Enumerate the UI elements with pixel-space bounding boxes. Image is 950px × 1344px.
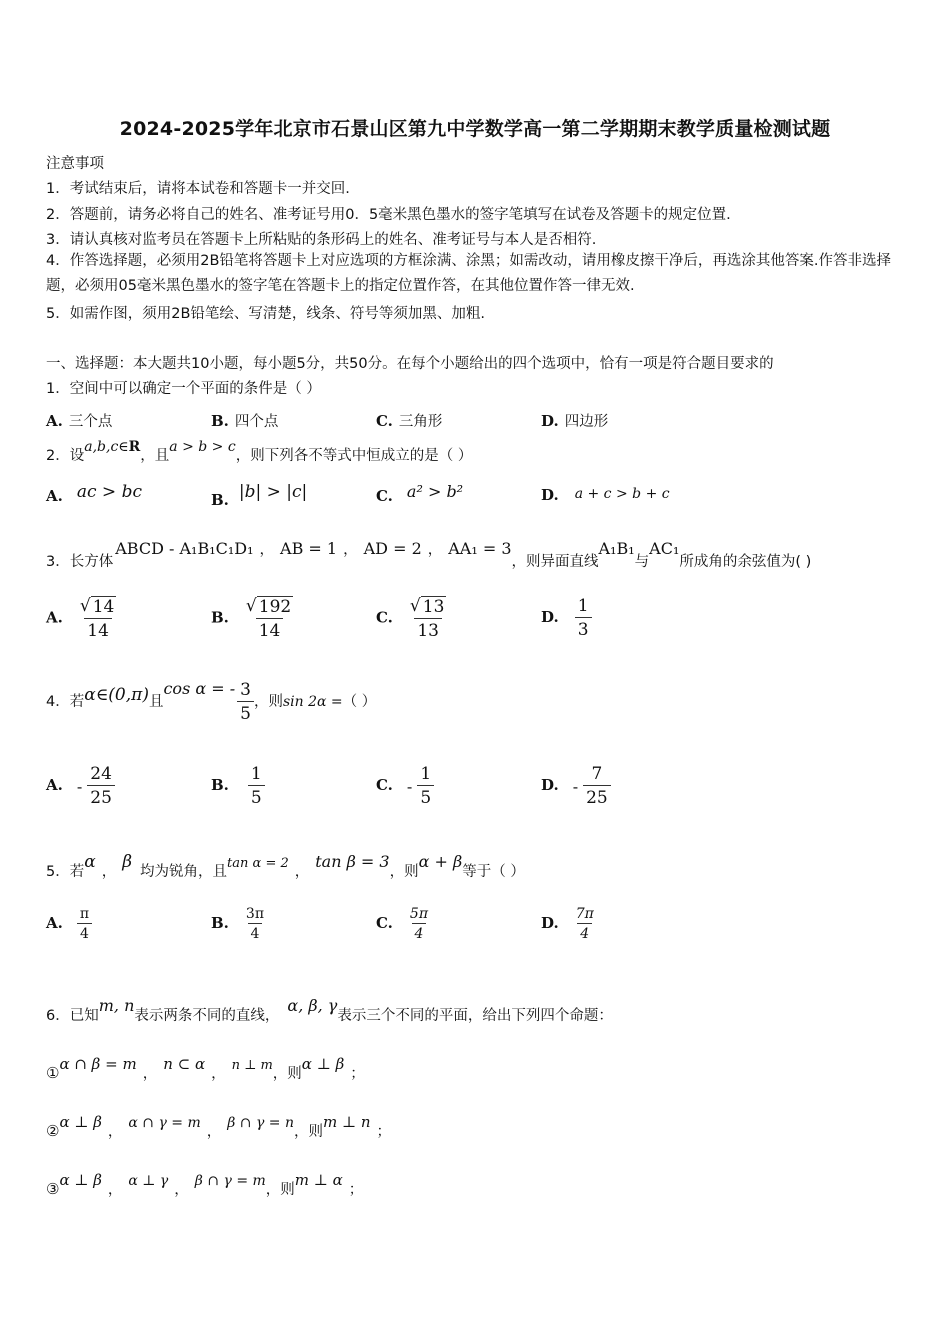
- option-letter: A.: [46, 776, 63, 794]
- prop-cond3: β ∩ γ = n: [227, 1115, 295, 1131]
- denominator: 4: [412, 923, 427, 942]
- q2-tail: ，则下列各不等式中恒成立的是（ ）: [235, 448, 473, 464]
- numerator: 7: [591, 764, 603, 784]
- option-fraction: [407, 906, 431, 942]
- q5-then: ，则: [389, 864, 419, 880]
- option-fraction: [575, 596, 592, 640]
- option-letter: A.: [46, 608, 63, 627]
- q2-option-d[interactable]: [541, 486, 670, 504]
- numerator: π: [79, 906, 90, 922]
- q5-tana: tan α = 2: [227, 856, 289, 871]
- option-fraction: √ 192 14: [245, 596, 292, 641]
- q3-option-c[interactable]: [376, 596, 449, 641]
- note-5: 5．如需作图，须用2B铅笔绘、写清楚，线条、符号等须加黑、加粗.: [46, 306, 486, 322]
- q3-tail: 所成角的余弦值为( ): [679, 554, 812, 570]
- option-letter: A.: [46, 487, 63, 505]
- prop-cond2: n ⊂ α: [163, 1055, 206, 1073]
- q2-vars: a,b,c∈: [84, 439, 129, 455]
- note-3: 3．请认真核对监考员在答题卡上所粘贴的条形码上的姓名、准考证号与本人是否相符.: [46, 232, 597, 248]
- q4-then: ，则: [253, 694, 283, 710]
- q6-prop-2: ②α ⊥ β，α ∩ γ = m，β ∩ γ = n，则m ⊥ n；: [46, 1113, 392, 1140]
- option-text: 三角形: [398, 414, 443, 430]
- q2-mid: ，且: [140, 448, 170, 464]
- numerator: 1: [250, 764, 262, 784]
- option-letter: B.: [211, 412, 229, 430]
- option-letter: B.: [211, 776, 229, 794]
- numerator: 24: [90, 764, 112, 784]
- q6-mn: m, n: [98, 996, 135, 1015]
- option-letter: D.: [541, 486, 559, 504]
- option-letter: B.: [211, 491, 229, 509]
- q3-option-b[interactable]: [211, 596, 296, 641]
- q3-line2: AC₁: [649, 539, 680, 558]
- q4-cos: cos α = -: [163, 679, 236, 698]
- option-text: 四个点: [234, 414, 279, 430]
- q3-ab: AB = 1: [280, 539, 338, 558]
- q5-tail: 等于（ ）: [462, 864, 525, 880]
- denominator: 25: [583, 785, 611, 808]
- denominator: 4: [77, 923, 92, 942]
- q2-num: 2．设: [46, 448, 85, 464]
- option-math: |b| > |c|: [238, 482, 308, 502]
- radicand: 192: [258, 597, 292, 617]
- q4-option-d[interactable]: [541, 764, 611, 808]
- q3-option-a[interactable]: [46, 596, 119, 641]
- numerator: 3: [240, 680, 251, 700]
- option-letter: A.: [46, 412, 63, 430]
- denominator: 4: [248, 923, 263, 942]
- q5-option-b[interactable]: [211, 906, 267, 942]
- q4-option-c[interactable]: [376, 764, 434, 808]
- q4-stem: [46, 680, 376, 724]
- denominator: 14: [84, 618, 112, 641]
- q2-real-set: R: [128, 439, 141, 455]
- denominator: 5: [248, 785, 265, 808]
- q1-option-c[interactable]: [376, 410, 442, 431]
- prop-cond3: β ∩ γ = m: [194, 1173, 266, 1189]
- numerator: 1: [420, 764, 432, 784]
- radicand: 13: [422, 597, 445, 617]
- option-sign: -: [76, 776, 83, 796]
- note-4: 4．作答选择题，必须用2B铅笔将答题卡上对应选项的方框涂满、涂黑；如需改动，请用橡皮擦干净后，再选涂其他答案.作答非选择题，必须用05毫米黑色墨水的签字笔在答题卡上的指定位置作答，在其他位置作答一律无效.: [46, 253, 892, 294]
- notes-heading: 注意事项: [46, 156, 104, 172]
- q6-lines: 表示两条不同的直线，: [134, 1008, 280, 1024]
- prop-then: ，则: [272, 1066, 302, 1082]
- numerator: 7π: [575, 906, 594, 922]
- denominator: 5: [237, 701, 254, 724]
- note-2: 2．答题前，请务必将自己的姓名、准考证号用0．5毫米黑色墨水的签字笔填写在试卷及答题卡的规定位置.: [46, 207, 731, 223]
- q5-beta: β: [122, 852, 133, 872]
- q4-fraction: [237, 680, 254, 724]
- q5-alpha: α: [84, 852, 96, 872]
- option-sign: -: [572, 776, 579, 796]
- q1-option-d[interactable]: [541, 410, 608, 431]
- prop-mark: ②: [46, 1122, 60, 1140]
- numerator: 1: [577, 596, 589, 616]
- q6-prop-3: ③α ⊥ β，α ⊥ γ，β ∩ γ = m，则m ⊥ α；: [46, 1171, 364, 1198]
- page-title: 2024-2025学年北京市石景山区第九中学数学高一第二学期期末教学质量检测试题: [119, 118, 831, 140]
- prop-end: ；: [350, 1066, 365, 1082]
- numerator: 5π: [409, 906, 429, 922]
- prop-cond2: α ∩ γ = m: [128, 1115, 201, 1131]
- denominator: 25: [87, 785, 115, 808]
- option-math: a + c > b + c: [574, 486, 670, 502]
- option-letter: C.: [376, 608, 393, 627]
- q5-num: 5．若: [46, 864, 85, 880]
- q2-stem: [46, 439, 473, 465]
- denominator: 5: [417, 785, 434, 808]
- q2-option-c[interactable]: [376, 482, 464, 505]
- option-letter: D.: [541, 776, 559, 794]
- prop-cond1: α ⊥ β: [59, 1171, 102, 1189]
- prop-cond2: α ⊥ γ: [128, 1173, 169, 1189]
- q4-expr: sin 2α =: [282, 694, 343, 710]
- q6-num: 6．已知: [46, 1008, 99, 1024]
- prop-end: ；: [376, 1124, 392, 1140]
- q3-with: 与: [634, 554, 650, 570]
- option-fraction: [243, 906, 267, 942]
- q5-tanb: tan β = 3: [315, 852, 390, 871]
- q3-stem: 3．长方体ABCD - A₁B₁C₁D₁ ， AB = 1 ， AD = 2 ， AA₁ = 3，则异面直线A₁B₁与AC₁所成角的余弦值为( ): [46, 539, 812, 570]
- q4-option-a[interactable]: [46, 764, 115, 808]
- prop-mark: ③: [46, 1180, 60, 1198]
- prop-then: ，则: [294, 1124, 324, 1140]
- option-letter: C.: [376, 914, 393, 932]
- q3-solid: ABCD - A₁B₁C₁D₁: [115, 539, 254, 558]
- denominator: 14: [256, 618, 284, 641]
- q3-num: 3．长方体: [46, 554, 114, 570]
- numerator: 3π: [245, 906, 265, 922]
- option-fraction: √ 14 14: [79, 596, 115, 641]
- option-letter: A.: [46, 914, 63, 932]
- q3-mid: ，则异面直线: [511, 554, 599, 570]
- q1-option-a[interactable]: [46, 410, 112, 431]
- q4-and: 且: [148, 694, 164, 710]
- q2-cond: a > b > c: [169, 439, 236, 455]
- option-text: 四边形: [564, 414, 609, 430]
- denominator: 3: [575, 617, 592, 640]
- q1-option-b[interactable]: [211, 410, 278, 431]
- option-fraction: [573, 906, 597, 942]
- q3-ad: AD = 2: [363, 539, 422, 558]
- q4-option-b[interactable]: [211, 764, 265, 808]
- option-math: a² > b²: [406, 482, 464, 501]
- prop-conclusion: α ⊥ β: [301, 1055, 345, 1073]
- option-letter: D.: [541, 608, 559, 626]
- option-sign: -: [406, 776, 413, 796]
- option-letter: B.: [211, 608, 229, 627]
- prop-then: ，则: [265, 1182, 295, 1198]
- q4-num: 4．若: [46, 694, 85, 710]
- q4-cond1: α∈(0,π): [84, 685, 149, 705]
- option-fraction: [583, 764, 611, 808]
- q1-stem: 1．空间中可以确定一个平面的条件是（ ）: [46, 381, 321, 397]
- option-letter: D.: [541, 412, 559, 430]
- prop-cond1: α ∩ β = m: [59, 1055, 137, 1073]
- q5-stem: 5．若α ， β 均为锐角，且tan α = 2，tan β = 3，则α + β等于（ ）: [46, 852, 525, 880]
- option-fraction: [77, 906, 92, 942]
- option-fraction: [417, 764, 434, 808]
- q6-prop-1: ①α ∩ β = m，n ⊂ α，n ⊥ m，则α ⊥ β；: [46, 1055, 365, 1082]
- radicand: 14: [92, 597, 115, 617]
- q6-planes: α, β, γ: [287, 996, 338, 1015]
- q5-sum: α + β: [418, 852, 463, 871]
- prop-mark: ①: [46, 1064, 60, 1082]
- q5-acute: 均为锐角，且: [140, 864, 228, 880]
- prop-cond3: n ⊥ m: [231, 1058, 273, 1073]
- section-heading: 一、选择题：本大题共10小题，每小题5分，共50分。在每个小题给出的四个选项中，恰有一项是符合题目要求的: [46, 356, 774, 372]
- option-letter: D.: [541, 914, 559, 932]
- q6-tail: 表示三个不同的平面，给出下列四个命题：: [337, 1008, 613, 1024]
- option-fraction: [87, 764, 115, 808]
- prop-conclusion: m ⊥ α: [294, 1171, 343, 1189]
- option-math: ac > bc: [76, 482, 142, 502]
- denominator: 13: [414, 618, 442, 641]
- note-1: 1．考试结束后，请将本试卷和答题卡一并交回.: [46, 181, 350, 197]
- option-text: 三个点: [68, 414, 113, 430]
- prop-conclusion: m ⊥ n: [323, 1113, 371, 1131]
- q5-option-a[interactable]: [46, 906, 92, 942]
- q3-option-d[interactable]: [541, 596, 592, 640]
- q5-option-c[interactable]: [376, 906, 431, 942]
- q3-aa1: AA₁ = 3: [448, 539, 512, 558]
- q5-option-d[interactable]: [541, 906, 597, 942]
- option-fraction: √ 13 13: [409, 596, 445, 641]
- prop-cond1: α ⊥ β: [59, 1113, 102, 1131]
- prop-end: ；: [348, 1182, 364, 1198]
- denominator: 4: [577, 923, 592, 942]
- option-letter: C.: [376, 412, 393, 430]
- q2-option-a[interactable]: [46, 482, 142, 506]
- option-letter: C.: [376, 776, 393, 794]
- q4-tail: （ ）: [342, 694, 377, 710]
- option-letter: C.: [376, 487, 393, 505]
- option-letter: B.: [211, 914, 229, 932]
- q6-stem: [46, 996, 613, 1025]
- option-fraction: [248, 764, 265, 808]
- q2-option-b[interactable]: [211, 482, 308, 509]
- q3-line1: A₁B₁: [598, 539, 635, 558]
